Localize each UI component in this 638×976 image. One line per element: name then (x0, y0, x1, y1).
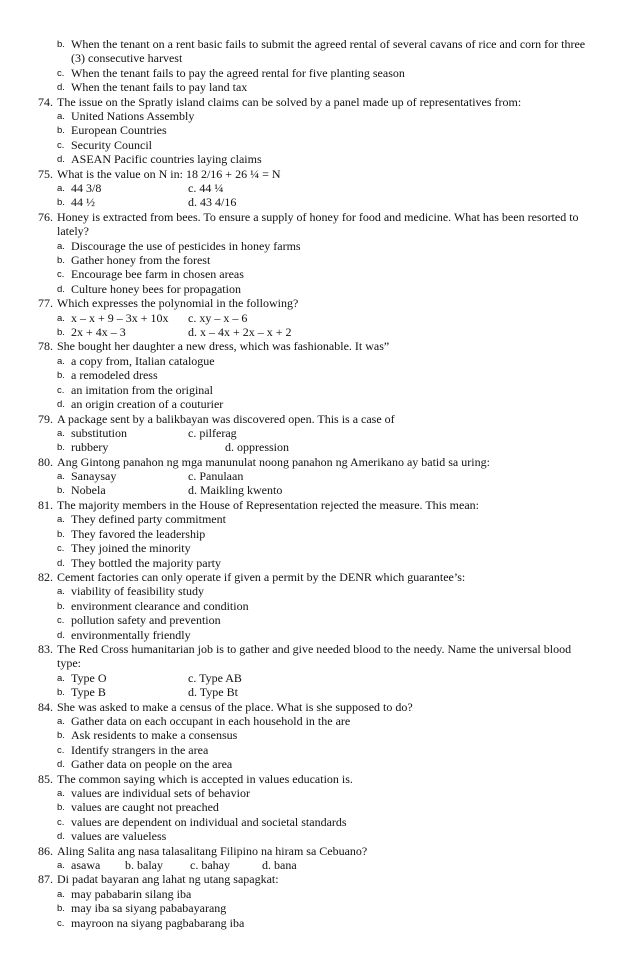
question-text: Aling Salita ang nasa talasalitang Filipino na hiram sa Cebuano? (57, 843, 368, 858)
option-text: When the tenant on a rent basic fails to submit the agreed rental of several cavans of rice and corn for three (3) consecutive harvest (71, 37, 586, 66)
answer-option (0, 282, 638, 296)
option-letter: b. (57, 528, 65, 540)
option-text: Nobela (71, 483, 106, 498)
question-text: Honey is extracted from bees. To ensure a supply of honey for food and medicine. What has been resorted to lately? (57, 209, 579, 239)
option-letter: a. (57, 787, 65, 799)
option-text: may pababarin silang iba (71, 886, 192, 901)
option-text: environmentally friendly (71, 627, 191, 642)
option-letter: a. (57, 715, 65, 727)
option-letter: b. (57, 687, 65, 699)
option-text: Type O (71, 670, 107, 685)
question-item (0, 296, 638, 310)
answer-option (0, 253, 638, 267)
answer-option (0, 829, 638, 843)
answer-option (0, 527, 638, 541)
question-number: 76. (38, 209, 53, 224)
question-number: 77. (38, 296, 53, 311)
question-number: 75. (38, 166, 53, 181)
answer-option (0, 599, 638, 613)
option-text: They defined party commitment (71, 512, 226, 527)
option-letter: d. (57, 154, 65, 166)
question-item (0, 455, 638, 469)
option-letter: d. (57, 557, 65, 569)
question-number: 87. (38, 872, 53, 887)
question-item (0, 772, 638, 786)
option-text: pollution safety and prevention (71, 613, 221, 628)
option-letter: a. (57, 586, 65, 598)
question-text: A package sent by a balikbayan was discovered open. This is a case of (57, 411, 395, 426)
option-letter: b. (57, 39, 65, 50)
option-letter: c. (57, 615, 65, 627)
option-letter: b. (57, 197, 65, 209)
option-letter: b. (57, 442, 65, 454)
option-text: values are caught not preached (71, 800, 219, 815)
answer-option (0, 743, 638, 757)
question-number: 81. (38, 497, 53, 512)
option-letter: c. (57, 917, 65, 929)
answer-option-row (0, 671, 638, 685)
answer-option (0, 397, 638, 411)
option-letter: b. (57, 903, 65, 915)
option-text: d. bana (262, 858, 297, 872)
option-text: asawa (71, 858, 101, 872)
option-letter: b. (57, 125, 65, 137)
answer-option (0, 887, 638, 901)
answer-option-row (0, 483, 638, 497)
answer-option-row (0, 469, 638, 483)
answer-option (0, 556, 638, 570)
option-text: values are valueless (71, 829, 167, 844)
option-text: They joined the minority (71, 541, 191, 556)
option-letter: b. (57, 730, 65, 742)
answer-option-row (0, 858, 638, 872)
question-number: 80. (38, 454, 53, 469)
answer-option (0, 728, 638, 742)
option-text: environment clearance and condition (71, 598, 249, 613)
question-item (0, 210, 638, 239)
question-number: 83. (38, 641, 53, 656)
option-text: values are individual sets of behavior (71, 785, 250, 800)
option-letter: b. (57, 255, 65, 267)
question-number: 86. (38, 843, 53, 858)
option-letter: a. (57, 514, 65, 526)
answer-option-row (0, 195, 638, 209)
option-letter: d. (57, 629, 65, 641)
option-text: When the tenant fails to pay the agreed rental for five planting season (71, 65, 405, 80)
option-letter: a. (57, 312, 65, 324)
option-text: 2x + 4x – 3 (71, 325, 126, 340)
answer-option (0, 239, 638, 253)
question-item (0, 642, 638, 671)
answer-option (0, 138, 638, 152)
answer-option (0, 37, 638, 66)
option-letter: d. (57, 759, 65, 771)
option-text: c. pilferag (188, 425, 237, 440)
option-text: viability of feasibility study (71, 584, 204, 599)
option-letter: b. (57, 485, 65, 497)
question-text: The common saying which is accepted in values education is. (57, 771, 353, 786)
option-text: mayroon na siyang pagbabarang iba (71, 915, 245, 930)
question-text: The issue on the Spratly island claims can be solved by a panel made up of representatives from: (57, 94, 522, 109)
answer-option-row (0, 325, 638, 339)
question-item (0, 872, 638, 886)
option-letter: a. (57, 427, 65, 439)
question-text: Di padat bayaran ang lahat ng utang sapagkat: (57, 872, 279, 887)
answer-option (0, 613, 638, 627)
answer-option-row (0, 181, 638, 195)
option-text: c. 44 ¼ (188, 181, 224, 196)
question-item (0, 498, 638, 512)
question-number: 74. (38, 94, 53, 109)
answer-option-row (0, 311, 638, 325)
answer-option (0, 354, 638, 368)
option-text: European Countries (71, 123, 167, 138)
option-letter: d. (57, 283, 65, 295)
question-number: 79. (38, 411, 53, 426)
option-text: substitution (71, 425, 128, 440)
option-text: Gather data on each occupant in each household in the are (71, 713, 351, 728)
answer-option (0, 109, 638, 123)
option-letter: a. (57, 240, 65, 252)
answer-option-row (0, 685, 638, 699)
answer-option (0, 66, 638, 80)
option-text: When the tenant fails to pay land tax (71, 80, 248, 95)
answer-option (0, 786, 638, 800)
answer-option (0, 800, 638, 814)
option-text: a remodeled dress (71, 368, 158, 383)
answer-option (0, 901, 638, 915)
option-text: d. oppression (225, 440, 289, 455)
option-text: values are dependent on individual and societal standards (71, 814, 347, 829)
answer-option-row (0, 426, 638, 440)
option-letter: b. (57, 370, 65, 382)
option-letter: c. (57, 139, 65, 151)
option-text: c. Panulaan (188, 469, 244, 484)
option-text: d. x – 4x + 2x – x + 2 (188, 325, 292, 340)
option-text: c. xy – x – 6 (188, 310, 248, 325)
option-letter: a. (57, 183, 65, 195)
option-text: 44 3/8 (71, 181, 102, 196)
question-text: Cement factories can only operate if given a permit by the DENR which guarantee’s: (57, 569, 466, 584)
option-text: Identify strangers in the area (71, 742, 209, 757)
option-text: 44 ½ (71, 195, 95, 210)
option-text: Encourage bee farm in chosen areas (71, 267, 244, 282)
option-text: United Nations Assembly (71, 109, 195, 124)
option-letter: a. (57, 355, 65, 367)
option-letter: c. (57, 744, 65, 756)
question-text: The Red Cross humanitarian job is to gather and give needed blood to the needy. Name the universal blood type: (57, 641, 572, 671)
option-text: Security Council (71, 137, 152, 152)
option-text: a copy from, Italian catalogue (71, 353, 215, 368)
option-letter: c. (57, 269, 65, 281)
answer-option (0, 714, 638, 728)
question-number: 78. (38, 339, 53, 354)
question-text: She bought her daughter a new dress, which was fashionable. It was” (57, 339, 390, 354)
option-letter: c. (57, 816, 65, 828)
option-letter: d. (57, 399, 65, 411)
option-letter: d. (57, 82, 65, 94)
question-text: She was asked to make a census of the place. What is she supposed to do? (57, 699, 413, 714)
answer-option (0, 757, 638, 771)
option-text: d. Type Bt (188, 685, 238, 700)
option-text: Type B (71, 685, 106, 700)
answer-option (0, 80, 638, 94)
option-text: They bottled the majority party (71, 555, 221, 570)
option-text: Discourage the use of pesticides in honey farms (71, 238, 301, 253)
answer-option (0, 916, 638, 930)
option-text: b. balay (125, 858, 163, 872)
question-item (0, 700, 638, 714)
option-text: c. Type AB (188, 670, 242, 685)
option-letter: a. (57, 888, 65, 900)
question-text: Which expresses the polynomial in the following? (57, 296, 299, 311)
option-text: Gather honey from the forest (71, 253, 211, 268)
option-letter: b. (57, 327, 65, 339)
option-text: They favored the leadership (71, 526, 206, 541)
question-text: Ang Gintong panahon ng mga manunulat noong panahon ng Amerikano ay batid sa uring: (57, 454, 490, 469)
option-text: an imitation from the original (71, 382, 213, 397)
option-text: x – x + 9 – 3x + 10x (71, 310, 169, 325)
option-letter: c. (57, 67, 65, 79)
option-letter: a. (57, 860, 65, 871)
question-item (0, 844, 638, 858)
option-letter: c. (57, 384, 65, 396)
option-letter: a. (57, 111, 65, 123)
option-text: d. 43 4/16 (188, 195, 237, 210)
answer-option (0, 368, 638, 382)
question-item (0, 95, 638, 109)
question-item (0, 167, 638, 181)
option-text: Gather data on people on the area (71, 757, 233, 772)
answer-option (0, 383, 638, 397)
option-text: an origin creation of a couturier (71, 397, 224, 412)
option-text: Ask residents to make a consensus (71, 728, 238, 743)
answer-option (0, 512, 638, 526)
question-text: The majority members in the House of Representation rejected the measure. This mean: (57, 497, 479, 512)
option-text: d. Maikling kwento (188, 483, 283, 498)
question-item (0, 412, 638, 426)
option-letter: c. (57, 543, 65, 555)
question-item (0, 339, 638, 353)
option-text: c. bahay (190, 858, 230, 872)
option-letter: d. (57, 831, 65, 843)
answer-option (0, 152, 638, 166)
option-text: Sanaysay (71, 469, 117, 484)
answer-option (0, 584, 638, 598)
answer-option (0, 267, 638, 281)
question-number: 84. (38, 699, 53, 714)
answer-option (0, 815, 638, 829)
option-text: may iba sa siyang pababayarang (71, 901, 227, 916)
question-number: 85. (38, 771, 53, 786)
answer-option (0, 123, 638, 137)
option-text: ASEAN Pacific countries laying claims (71, 152, 262, 167)
option-letter: a. (57, 672, 65, 684)
answer-option-row (0, 440, 638, 454)
option-text: Culture honey bees for propagation (71, 281, 241, 296)
option-letter: b. (57, 600, 65, 612)
option-text: rubbery (71, 440, 109, 455)
answer-option (0, 541, 638, 555)
option-letter: a. (57, 471, 65, 483)
question-item (0, 570, 638, 584)
question-number: 82. (38, 569, 53, 584)
option-letter: b. (57, 802, 65, 814)
answer-option (0, 628, 638, 642)
question-text: What is the value on N in: 18 2/16 + 26 ¼ = N (57, 166, 281, 181)
